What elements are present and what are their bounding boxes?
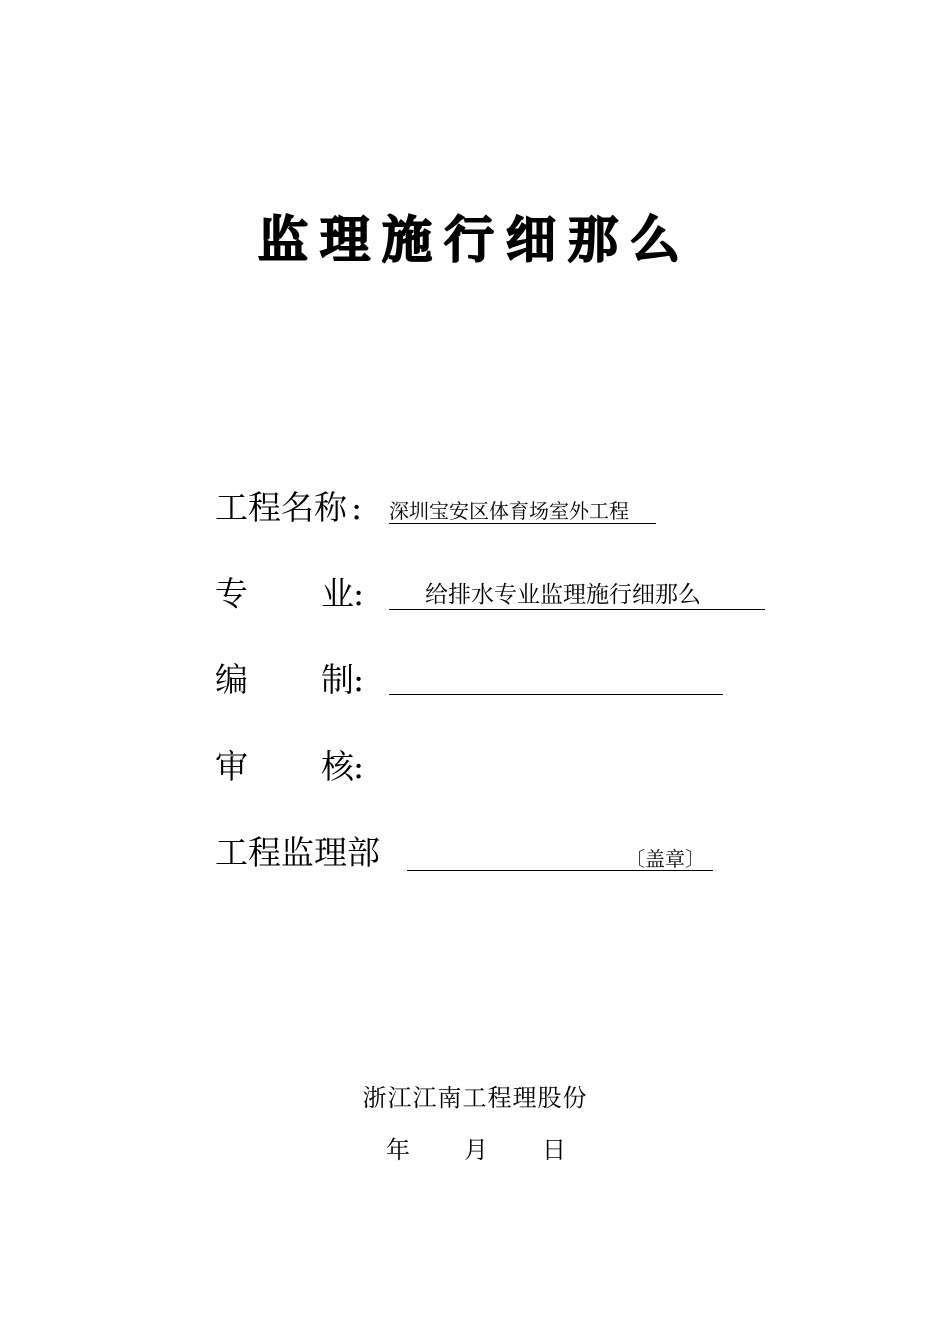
date-line (386, 1130, 566, 1165)
project-name-label: 工程名称 (215, 488, 347, 527)
specialty-row (215, 574, 775, 622)
department-row (215, 833, 735, 881)
compiler-label-1: 编 (215, 660, 248, 699)
specialty-label-2: 业 (321, 574, 354, 613)
date-year: 年 (386, 1136, 410, 1164)
project-name-underline (389, 523, 656, 524)
compiler-label-2: 制 (321, 660, 354, 699)
document-title: 监理施行细那么 (258, 210, 692, 269)
project-name-row (215, 488, 735, 536)
project-name-colon: : (351, 488, 363, 527)
date-month: 月 (464, 1136, 488, 1164)
project-name-value: 深圳宝安区体育场室外工程 (389, 499, 629, 523)
specialty-label-1: 专 (215, 574, 248, 613)
date-day: 日 (542, 1136, 566, 1164)
specialty-underline (389, 609, 765, 610)
reviewer-colon: : (353, 747, 365, 786)
seal-note: 〔盖章〕 (625, 847, 705, 871)
compiler-row (215, 660, 735, 708)
compiler-underline (389, 694, 723, 695)
specialty-colon: : (353, 574, 365, 613)
reviewer-row (215, 747, 735, 795)
department-underline (407, 870, 713, 871)
organization-name: 浙江江南工程理股份 (362, 1084, 588, 1112)
reviewer-label-2: 核 (321, 747, 354, 786)
department-label: 工程监理部 (215, 833, 380, 872)
reviewer-label-1: 审 (215, 747, 248, 786)
specialty-value: 给排水专业监理施行细那么 (425, 582, 701, 608)
compiler-colon: : (353, 660, 365, 699)
